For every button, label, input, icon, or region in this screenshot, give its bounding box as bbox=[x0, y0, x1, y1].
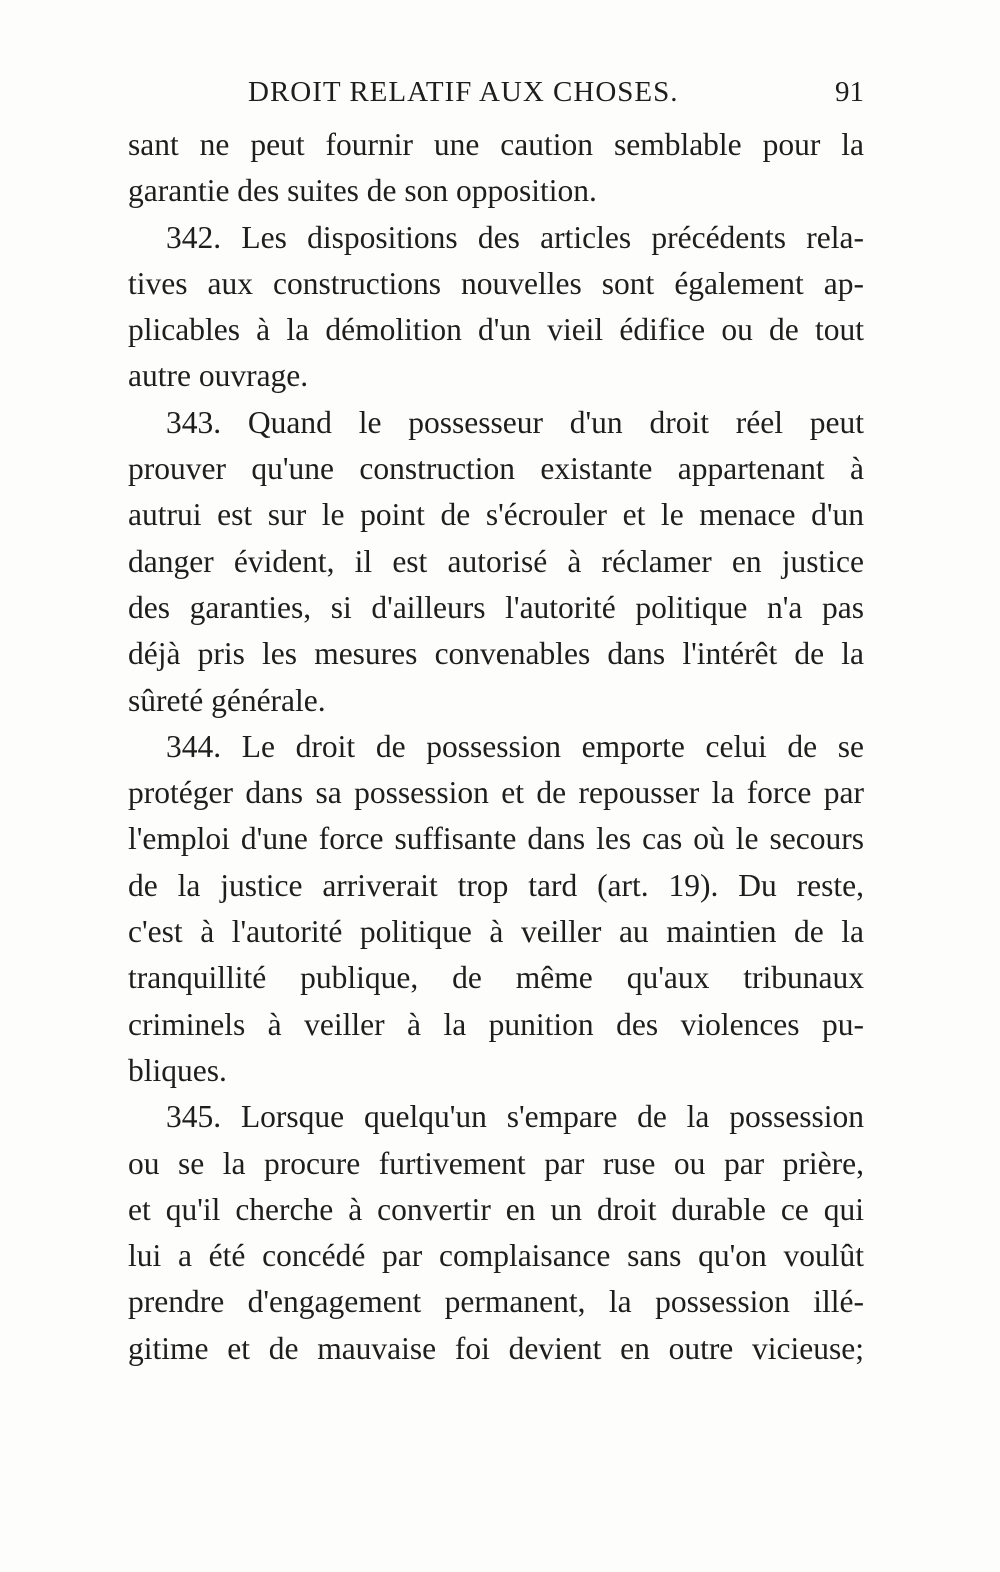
running-head bbox=[128, 76, 864, 116]
text-line: autrui est sur le point de s'écrouler et le menace d'un bbox=[128, 497, 864, 533]
body-text bbox=[128, 122, 864, 1372]
page-number: 91 bbox=[835, 76, 864, 108]
text-line: 342. Les dispositions des articles précédents rela- bbox=[166, 219, 864, 255]
text-line: c'est à l'autorité politique à veiller au maintien de la bbox=[128, 914, 864, 950]
text-line: 344. Le droit de possession emporte celui de se bbox=[166, 728, 864, 764]
paragraph-343 bbox=[128, 400, 864, 724]
text-line: sant ne peut fournir une caution semblable pour la bbox=[128, 127, 864, 162]
text-line: danger évident, il est autorisé à réclamer en justice bbox=[128, 543, 864, 579]
paragraph-342 bbox=[128, 215, 864, 400]
text-line: prouver qu'une construction existante appartenant à bbox=[128, 451, 864, 487]
text-line: criminels à veiller à la punition des violences pu- bbox=[128, 1006, 864, 1042]
text-line: et qu'il cherche à convertir en un droit durable ce qui bbox=[128, 1191, 864, 1227]
text-line: garantie des suites de son opposition. bbox=[128, 173, 597, 209]
text-line: tranquillité publique, de même qu'aux tribunaux bbox=[128, 960, 864, 996]
text-line: sûreté générale. bbox=[128, 682, 326, 718]
text-line: plicables à la démolition d'un vieil édifice ou de tout bbox=[128, 312, 864, 348]
text-line: de la justice arriverait trop tard (art. 19). Du reste, bbox=[128, 867, 864, 903]
text-line: autre ouvrage. bbox=[128, 358, 309, 394]
text-line: prendre d'engagement permanent, la possession illé- bbox=[128, 1284, 864, 1320]
text-line: 345. Lorsque quelqu'un s'empare de la possession bbox=[166, 1099, 864, 1135]
text-line: gitime et de mauvaise foi devient en outre vicieuse; bbox=[128, 1330, 864, 1366]
text-line: lui a été concédé par complaisance sans qu'on voulût bbox=[128, 1238, 864, 1274]
text-line: tives aux constructions nouvelles sont également ap- bbox=[128, 265, 864, 301]
text-line: l'emploi d'une force suffisante dans les cas où le secours bbox=[128, 821, 864, 857]
text-line: déjà pris les mesures convenables dans l'intérêt de la bbox=[128, 636, 864, 672]
paragraph-344 bbox=[128, 724, 864, 1094]
running-title: DROIT RELATIF AUX CHOSES. bbox=[248, 76, 679, 108]
text-line: ou se la procure furtivement par ruse ou par prière, bbox=[128, 1145, 864, 1181]
text-line: des garanties, si d'ailleurs l'autorité politique n'a pas bbox=[128, 589, 864, 625]
paragraph-345 bbox=[128, 1094, 864, 1372]
text-line: bliques. bbox=[128, 1052, 227, 1088]
text-line: 343. Quand le possesseur d'un droit réel peut bbox=[166, 404, 864, 440]
text-line: protéger dans sa possession et de repousser la force par bbox=[128, 775, 864, 811]
paragraph-continuation bbox=[128, 122, 864, 215]
